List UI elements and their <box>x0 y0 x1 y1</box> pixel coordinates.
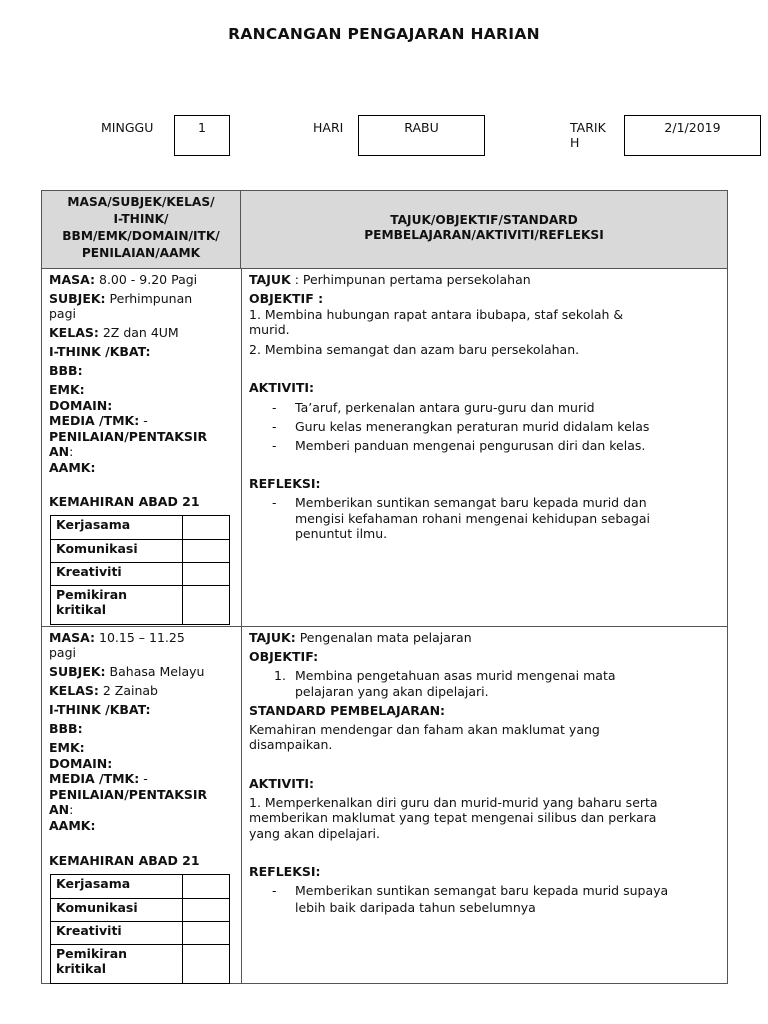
aktiviti-item: Guru kelas menerangkan peraturan murid didalam kelas <box>295 419 650 434</box>
bullet-dash: - <box>272 883 277 898</box>
objektif-number: 1. <box>274 668 286 683</box>
aktiviti-label: AKTIVITI: <box>249 380 315 395</box>
skill-row <box>51 516 230 540</box>
aktiviti-text: 1. Memperkenalkan diri guru dan murid-murid yang baharu serta <box>249 795 658 810</box>
ithink-label: I-THINK /KBAT: <box>49 344 151 359</box>
page-title: RANCANGAN PENGAJARAN HARIAN <box>228 25 540 43</box>
objektif-label: OBJEKTIF : <box>249 291 324 306</box>
hari-label: HARI <box>313 120 344 135</box>
objektif-text: Membina pengetahuan asas murid mengenai mata <box>295 668 616 683</box>
header-left-line: BBM/EMK/DOMAIN/ITK/ <box>62 229 220 243</box>
masa-line-2: pagi <box>49 645 77 660</box>
minggu-field[interactable] <box>174 115 230 156</box>
objektif-text: murid. <box>249 322 290 337</box>
tajuk-line: TAJUK : Perhimpunan pertama persekolahan <box>249 272 531 287</box>
aktiviti-item: Ta’aruf, perkenalan antara guru-guru dan murid <box>295 400 595 415</box>
standard-text: disampaikan. <box>249 737 333 752</box>
kelas-line: KELAS: 2 Zainab <box>49 683 158 698</box>
refleksi-text: Memberikan suntikan semangat baru kepada murid supaya <box>295 883 669 898</box>
skill-row <box>51 899 230 922</box>
penilaian-label: PENILAIAN/PENTAKSIR <box>49 429 208 444</box>
hari-value: RABU <box>404 120 439 135</box>
hari-field[interactable] <box>358 115 485 156</box>
aktiviti-text: memberikan maklumat yang tepat mengenai silibus dan perkara <box>249 810 657 825</box>
bullet-dash: - <box>272 495 277 510</box>
skill-row <box>51 922 230 945</box>
aamk-label: AAMK: <box>49 818 96 833</box>
skill-name: Kerjasama <box>51 875 183 899</box>
tarikh-value: 2/1/2019 <box>664 120 721 135</box>
refleksi-text: mengisi kefahaman rohani mengenai kehidupan sebagai <box>295 511 651 526</box>
tarikh-label-2: H <box>570 135 580 150</box>
lesson-plan-table <box>41 190 728 984</box>
refleksi-text: penuntut ilmu. <box>295 526 388 541</box>
refleksi-text: lebih baik daripada tahun sebelumnya <box>295 900 536 915</box>
skill-checkbox[interactable] <box>183 875 230 899</box>
skill-name: Komunikasi <box>51 899 183 922</box>
media-line: MEDIA /TMK: - <box>49 771 148 786</box>
standard-label: STANDARD PEMBELAJARAN: <box>249 703 446 718</box>
objektif-text: pelajaran yang akan dipelajari. <box>295 684 489 699</box>
skill-name: Kerjasama <box>51 516 183 540</box>
objektif-text: 2. Membina semangat dan azam baru persekolahan. <box>249 342 580 357</box>
objektif-text: 1. Membina hubungan rapat antara ibubapa, staf sekolah & <box>249 307 624 322</box>
header-right-line: PEMBELAJARAN/AKTIVITI/REFLEKSI <box>364 228 604 242</box>
skill-row <box>51 563 230 586</box>
bullet-dash: - <box>272 438 277 453</box>
aamk-label: AAMK: <box>49 460 96 475</box>
skill-name: Pemikiran kritikal <box>51 945 183 984</box>
header-left-line: PENILAIAN/AAMK <box>81 246 201 260</box>
masa-line: MASA: 8.00 - 9.20 Pagi <box>49 272 198 287</box>
minggu-value: 1 <box>198 120 206 135</box>
bbb-label: BBB: <box>49 363 83 378</box>
skill-checkbox[interactable] <box>183 945 230 984</box>
skill-checkbox[interactable] <box>183 540 230 563</box>
header-left-line: MASA/SUBJEK/KELAS/ <box>67 195 215 209</box>
subjek-line-2: pagi <box>49 306 77 321</box>
minggu-label: MINGGU <box>101 120 154 135</box>
table-header-right <box>241 191 727 269</box>
skill-row <box>51 540 230 563</box>
tarikh-label-1: TARIK <box>570 120 606 135</box>
header-left-line: I-THINK/ <box>113 212 169 226</box>
refleksi-label: REFLEKSI: <box>249 476 321 491</box>
skill-checkbox[interactable] <box>183 586 230 625</box>
penilaian-label-2: AN: <box>49 802 74 817</box>
skill-checkbox[interactable] <box>183 922 230 945</box>
ithink-label: I-THINK /KBAT: <box>49 702 151 717</box>
kemahiran-title: KEMAHIRAN ABAD 21 <box>49 853 200 868</box>
standard-text: Kemahiran mendengar dan faham akan maklumat yang <box>249 722 600 737</box>
kelas-line: KELAS: 2Z dan 4UM <box>49 325 179 340</box>
refleksi-label: REFLEKSI: <box>249 864 321 879</box>
aktiviti-text: yang akan dipelajari. <box>249 826 381 841</box>
kemahiran-title: KEMAHIRAN ABAD 21 <box>49 494 200 509</box>
skill-name: Komunikasi <box>51 540 183 563</box>
aktiviti-item: Memberi panduan mengenai pengurusan diri dan kelas. <box>295 438 646 453</box>
bullet-dash: - <box>272 400 277 415</box>
subjek-line: SUBJEK: Bahasa Melayu <box>49 664 205 679</box>
penilaian-label: PENILAIAN/PENTAKSIR <box>49 787 208 802</box>
domain-label: DOMAIN: <box>49 756 113 771</box>
domain-label: DOMAIN: <box>49 398 113 413</box>
skills-table <box>50 515 230 625</box>
emk-label: EMK: <box>49 740 85 755</box>
skill-row <box>51 586 230 625</box>
skill-name: Kreativiti <box>51 563 183 586</box>
table-header-left <box>42 191 241 269</box>
row-divider <box>42 626 727 627</box>
objektif-label: OBJEKTIF: <box>249 649 319 664</box>
bbb-label: BBB: <box>49 721 83 736</box>
skill-checkbox[interactable] <box>183 899 230 922</box>
skill-row <box>51 875 230 899</box>
tarikh-field[interactable] <box>624 115 761 156</box>
skills-table <box>50 874 230 984</box>
skill-name: Pemikiran kritikal <box>51 586 183 625</box>
aktiviti-label: AKTIVITI: <box>249 776 315 791</box>
tajuk-line: TAJUK: Pengenalan mata pelajaran <box>249 630 472 645</box>
subjek-line: SUBJEK: Perhimpunan <box>49 291 193 306</box>
skill-checkbox[interactable] <box>183 563 230 586</box>
masa-line: MASA: 10.15 – 11.25 <box>49 630 185 645</box>
emk-label: EMK: <box>49 382 85 397</box>
header-right-line: TAJUK/OBJEKTIF/STANDARD <box>390 213 578 227</box>
skill-checkbox[interactable] <box>183 516 230 540</box>
skill-row <box>51 945 230 984</box>
penilaian-label-2: AN: <box>49 444 74 459</box>
skill-name: Kreativiti <box>51 922 183 945</box>
media-line: MEDIA /TMK: - <box>49 413 148 428</box>
refleksi-text: Memberikan suntikan semangat baru kepada murid dan <box>295 495 647 510</box>
bullet-dash: - <box>272 419 277 434</box>
